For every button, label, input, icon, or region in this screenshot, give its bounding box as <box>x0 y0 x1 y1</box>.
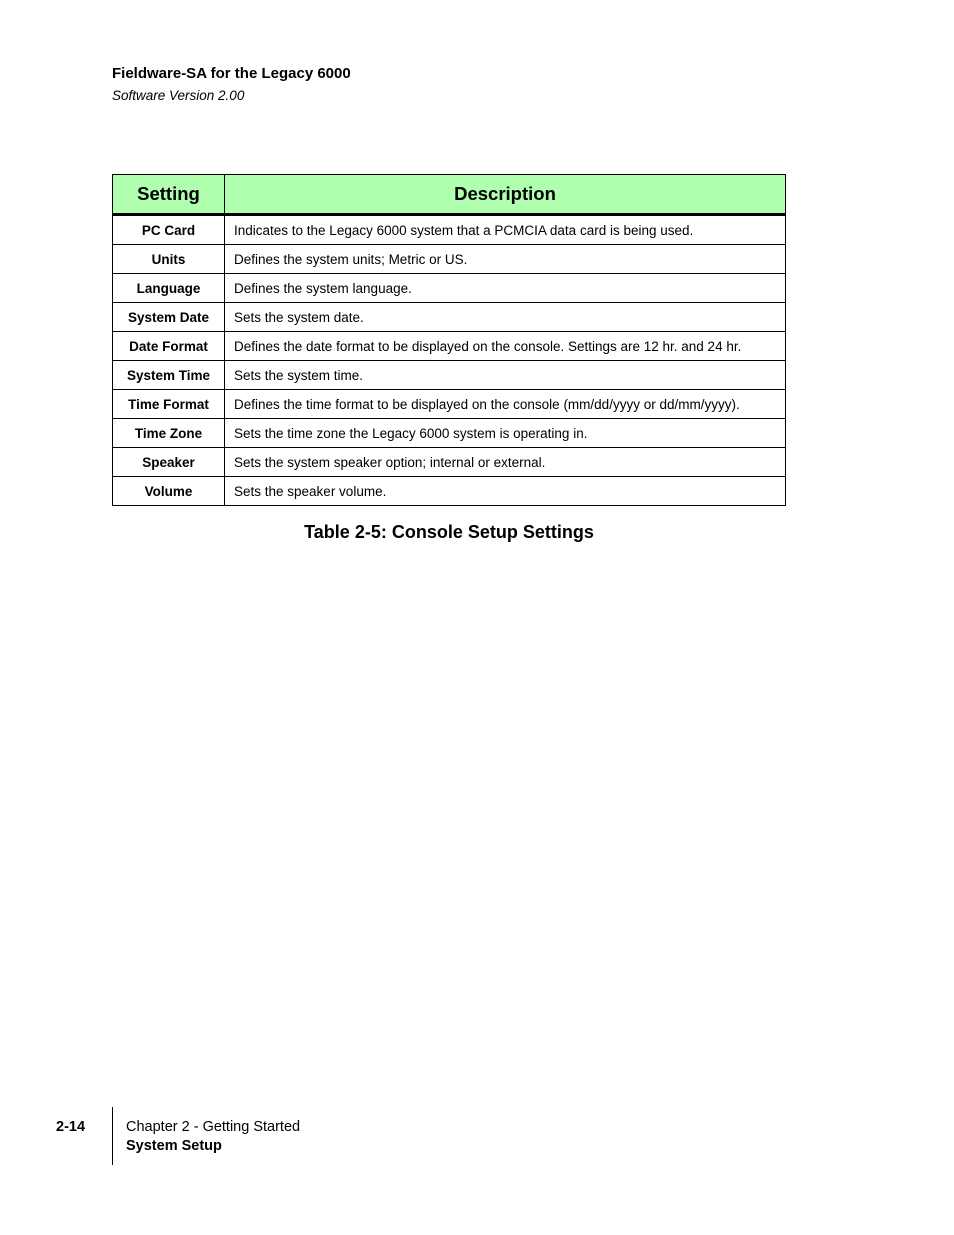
table-row <box>113 303 786 332</box>
table-row <box>113 477 786 506</box>
description-cell: Defines the system language. <box>225 274 786 303</box>
description-cell: Sets the time zone the Legacy 6000 system is operating in. <box>225 419 786 448</box>
table-row <box>113 448 786 477</box>
console-setup-table <box>112 174 786 506</box>
table-row <box>113 361 786 390</box>
footer-chapter: Chapter 2 - Getting Started <box>126 1119 301 1135</box>
setting-cell: Speaker <box>113 448 225 477</box>
setting-cell: System Time <box>113 361 225 390</box>
table-row <box>113 419 786 448</box>
description-cell: Defines the system units; Metric or US. <box>225 245 786 274</box>
footer-divider <box>112 1107 113 1165</box>
description-cell: Defines the date format to be displayed on the console. Settings are 12 hr. and 24 hr. <box>225 332 786 361</box>
setting-cell: Time Zone <box>113 419 225 448</box>
software-version: Software Version 2.00 <box>112 88 245 103</box>
table-row <box>113 245 786 274</box>
setting-cell: Units <box>113 245 225 274</box>
description-cell: Sets the system speaker option; internal or external. <box>225 448 786 477</box>
setting-cell: Date Format <box>113 332 225 361</box>
column-header-setting: Setting <box>113 175 225 215</box>
document-title: Fieldware-SA for the Legacy 6000 <box>112 65 351 82</box>
table-row <box>113 390 786 419</box>
setting-cell: PC Card <box>113 215 225 245</box>
table-row <box>113 274 786 303</box>
page-number: 2-14 <box>56 1119 86 1135</box>
setting-cell: Time Format <box>113 390 225 419</box>
description-cell: Sets the speaker volume. <box>225 477 786 506</box>
table-row <box>113 332 786 361</box>
setting-cell: System Date <box>113 303 225 332</box>
description-cell: Sets the system time. <box>225 361 786 390</box>
setting-cell: Volume <box>113 477 225 506</box>
table-header-row <box>113 175 786 215</box>
table-caption: Table 2-5: Console Setup Settings <box>304 522 594 542</box>
description-cell: Sets the system date. <box>225 303 786 332</box>
table-row <box>113 215 786 245</box>
description-cell: Indicates to the Legacy 6000 system that a PCMCIA data card is being used. <box>225 215 786 245</box>
footer-section: System Setup <box>126 1138 222 1154</box>
column-header-description: Description <box>225 175 786 215</box>
setting-cell: Language <box>113 274 225 303</box>
description-cell: Defines the time format to be displayed on the console (mm/dd/yyyy or dd/mm/yyyy). <box>225 390 786 419</box>
